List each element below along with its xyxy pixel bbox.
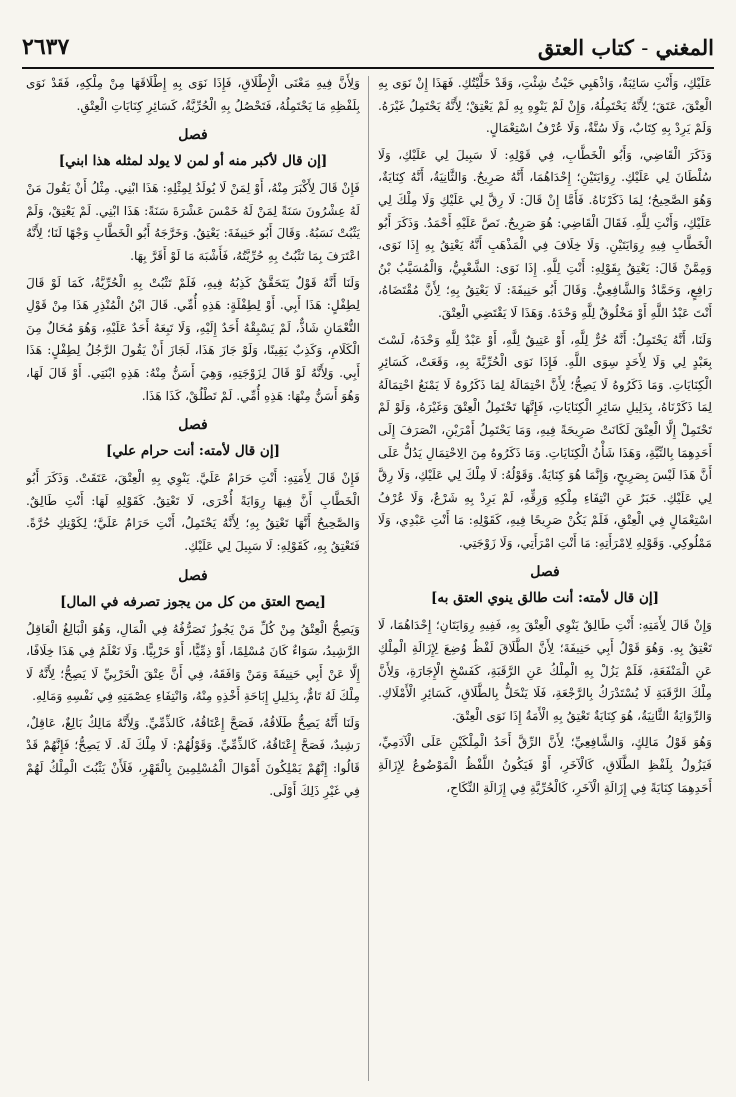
- paragraph: وَإِنْ قَالَ لِأَمَتِهِ: أَنْتِ طَالِقٌ يَنْوِي الْعِتْقَ بِهِ، فَفِيهِ رِوَايَتَانِ؛ إِحْدَاهُمَا، لَا تَعْتِقُ بِهِ. وَهُوَ قَوْلُ أَبِي حَنِيفَةَ؛ لِأَنَّ الطَّلَاقَ لَفْظٌ وُضِعَ لِإِزَالَةِ الْمِلْكِ عَنِ الْمَنْفَعَةِ، فَلَمْ يَزُلْ بِهِ الْمِلْكُ عَنِ الرَّقَبَةِ، كَفَسْخِ الْإِجَارَةِ، وَلِأَنَّ مِلْكَ الرَّقَبَةِ لَا يُسْتَدْرَكُ بِالرَّجْعَةِ، فَلَا يَنْحَلُّ بِالطَّلَاقِ، كَسَائِرِ الْأَمْلَاكِ. وَالرِّوَايَةُ الثَّانِيَةُ، هُوَ كِنَايَةٌ تَعْتِقُ بِهِ الْأَمَةُ إِذَا نَوَى الْعِتْقَ.: [378, 618, 712, 723]
- column-divider: [368, 76, 369, 1081]
- chapter-title: كتاب العتق: [537, 34, 634, 60]
- paragraph: وَذَكَرَ الْقَاضِي، وَأَبُو الْخَطَّابِ، فِي قَوْلِهِ: لَا سَبِيلَ لِي عَلَيْكِ، وَلَا سُلْطَانَ لِي عَلَيْكِ. رِوَايَتَيْنِ؛ إِحْدَاهُمَا، أَنَّهُ صَرِيحٌ. وَالثَّانِيَةُ، أَنَّهُ كِنَايَةٌ، وَهُوَ الصَّحِيحُ؛ لِمَا ذَكَرْنَاهُ. فَأَمَّا إِنْ قَالَ: لَا رِقَّ لِي عَلَيْكِ وَلَا مِلْكَ لِي عَلَيْكِ، وَأَنْتِ لِلَّهِ. فَقَالَ الْقَاضِي: هُوَ صَرِيحٌ. نَصَّ عَلَيْهِ أَحْمَدُ. وَذَكَرَ أَبُو الْخَطَّابِ فِيهِ رِوَايَتَيْنِ. وَلَا خِلَافَ فِي الْمَذْهَبِ أَنَّهُ يَعْتِقُ بِهِ إِذَا نَوَى، وَمِمَّنْ قَالَ: يَعْتِقُ بِقَوْلِهِ: أَنْتِ لِلَّهِ. إِذَا نَوَى: الشَّعْبِيُّ، وَالْمُسَيَّبُ بْنُ رَافِعٍ، وَحَمَّادٌ وَالشَّافِعِيُّ. وَقَالَ أَبُو حَنِيفَةَ: لَا يَعْتِقُ بِهِ؛ لِأَنَّ مُقْتَضَاهُ، أَنْتَ عَبْدُ اللَّهِ أَوْ مَخْلُوقٌ لِلَّهِ وَحْدَهُ. وَهَذَا لَا يَقْتَضِي الْعِتْقَ.: [378, 147, 712, 320]
- paragraph: وَلَنَا أَنَّهُ قَوْلٌ يَتَحَقَّقُ كَذِبُهُ فِيهِ، فَلَمْ تَثْبُتْ بِهِ الْحُرِّيَّةُ، كَمَا لَوْ قَالَ لِطِفْلٍ: هَذَا أَبِي. أَوْ لِطِفْلَةٍ: هَذِهِ أُمِّي. قَالَ ابْنُ الْمُنْذِرِ هَذَا مِنْ قَوْلِ النُّعْمَانِ شَاذٌّ، لَمْ يَسْبِقْهُ أَحَدٌ إِلَيْهِ، وَلَا تَبِعَهُ أَحَدٌ عَلَيْهِ، وَهُوَ مُحَالٌ مِنَ الْكَلَامِ، وَكَذِبٌ يَقِينًا، وَلَوْ جَازَ هَذَا، لَجَازَ أَنْ يَقُولَ الرَّجُلُ لِطِفْلٍ: هَذَا أَبِي. وَلِأَنَّهُ لَوْ قَالَ لِزَوْجَتِهِ، وَهِيَ أَسَنُّ مِنْهُ: هَذِهِ ابْنَتِي. أَوْ قَالَ لَهَا، وَهُوَ أَسَنُّ مِنْهَا: هَذِهِ أُمِّي. لَمْ تَطْلُقْ، كَذَا هَذَا.: [26, 275, 360, 403]
- section-label: فصل: [530, 564, 560, 581]
- page-number: ٢٦٣٧: [22, 34, 70, 60]
- section-heading: [إن قال لأمته: أنت طالق ينوي العتق به]: [430, 590, 659, 607]
- book-title: المغني: [655, 34, 714, 60]
- section-heading: [إن قال لأكبر منه أو لمن لا يولد لمثله هذا ابني]: [58, 153, 328, 170]
- section-label: فصل: [178, 417, 208, 434]
- title-separator: -: [641, 35, 649, 60]
- running-title: [538, 35, 714, 60]
- paragraph: وَلِأَنَّ فِيهِ مَعْنَى الْإِطْلَاقِ، فَإِذَا نَوَى بِهِ إِطْلَاقَهَا مِنْ مِلْكِهِ، فَقَدْ نَوَى بِلَفْظِهِ مَا يَحْتَمِلُهُ، فَتَحْصُلُ بِهِ الْحُرِّيَّةُ، كَسَائِرِ كِنَايَاتِ الْعِتْقِ.: [26, 76, 360, 113]
- paragraph: وَلَنَا، أَنَّهُ يَحْتَمِلُ: أَنَّهُ حُرٌّ لِلَّهِ، أَوْ عَتِيقٌ لِلَّهِ، أَوْ عَبْدٌ لِلَّهِ وَحْدَهُ، لَسْتَ بِعَبْدٍ لِي وَلَا لِأَحَدٍ سِوَى اللَّهِ. فَإِذَا نَوَى الْحُرِّيَّةَ بِهِ، وَقَعَتْ، كَسَائِرِ الْكِنَايَاتِ. وَمَا ذَكَرُوهُ لَا يَصِحُّ؛ لِأَنَّ احْتِمَالَهُ لِمَا ذَكَرُوهُ لَا يَمْنَعُ احْتِمَالَهُ لِمَا ذَكَرْنَاهُ، بِدَلِيلِ سَائِرِ الْكِنَايَاتِ، فَإِنَّهَا تَحْتَمِلُ الْعِتْقَ وَغَيْرَهُ، وَلَوْ لَمْ تَحْتَمِلْ إِلَّا الْعِتْقَ لَكَانَتْ صَرِيحَةً فِيهِ، وَمَا يَحْتَمِلُ أَمْرَيْنِ، انْصَرَفَ إِلَى أَحَدِهِمَا بِالنِّيَّةِ، وَهَذَا شَأْنُ الْكِنَايَاتِ. وَمَا ذَكَرُوهُ مِنَ الِاحْتِمَالِ يَدُلُّ عَلَى أَنَّ هَذَا لَيْسَ بِصَرِيحٍ، وَإِنَّمَا هُوَ كِنَايَةٌ. وَقَوْلُهُ: لَا مِلْكَ لِي عَلَيْكِ، وَلَا رِقَّ لِي عَلَيْكِ. خَبَرٌ عَنِ انْتِفَاءِ مِلْكِهِ وَرِقِّهِ، لَمْ يَرِدْ بِهِ شَرْعٌ، وَلَا عُرْفُ اسْتِعْمَالٍ فِي الْعِتْقِ، فَلَمْ يَكُنْ صَرِيحًا فِيهِ، كَقَوْلِهِ: مَا أَنْتِ عَبْدِي، وَلَا مَمْلُوكِي. وَقَوْلِهِ لِامْرَأَتِهِ: مَا أَنْتِ امْرَأَتِي، وَلَا زَوْجَتِي.: [378, 332, 712, 550]
- paragraph: وَلَنَا أَنَّهُ يَصِحُّ طَلَاقُهُ، فَصَحَّ إِعْتَاقُهُ، كَالذِّمِّيِّ. وَلِأَنَّهُ مَالِكٌ بَالِغٌ، عَاقِلٌ، رَشِيدٌ، فَصَحَّ إِعْتَاقُهُ، كَالذِّمِّيِّ. وَقَوْلُهُمْ: لَا مِلْكَ لَهُ. لَا يَصِحُّ؛ فَإِنَّهُمْ قَدْ قَالُوا: إِنَّهُمْ يَمْلِكُونَ أَمْوَالَ الْمُسْلِمِينَ بِالْقَهْرِ، فَلَأَنْ يَثْبُتَ الْمِلْكُ لَهُمْ فِي غَيْرِ ذَلِكَ أَوْلَى.: [26, 715, 360, 798]
- paragraph: وَيَصِحُّ الْعِتْقُ مِنْ كُلِّ مَنْ يَجُوزُ تَصَرُّفُهُ فِي الْمَالِ، وَهُوَ الْبَالِغُ الْعَاقِلُ الرَّشِيدُ، سَوَاءٌ كَانَ مُسْلِمًا، أَوْ ذِمِّيًّا، أَوْ حَرْبِيًّا. وَلَا نَعْلَمُ فِي هَذَا خِلَافًا، إِلَّا عَنْ أَبِي حَنِيفَةَ وَمَنْ وَافَقَهُ، فِي أَنَّ عِتْقَ الْحَرْبِيِّ لَا يَصِحُّ؛ لِأَنَّهُ لَا مِلْكَ لَهُ تَامٌّ، بِدَلِيلِ إِبَاحَةِ أَخْذِهِ مِنْهُ، وَانْتِفَاءِ عِصْمَتِهِ فِي نَفْسِهِ وَمَالِهِ.: [26, 621, 360, 704]
- section-heading: [يصح العتق من كل من يجوز تصرفه في المال]: [60, 593, 326, 610]
- left-column: [26, 72, 360, 1082]
- paragraph: عَلَيْكِ، وَأَنْتِ سَائِبَةٌ، وَاذْهَبِي حَيْثُ شِئْتِ، وَقَدْ خَلَّيْتُكِ. فَهَذَا إِنْ نَوَى بِهِ الْعِتْقَ، عَتَقَ؛ لِأَنَّهُ يَحْتَمِلُهُ، وَإِنْ لَمْ يَنْوِهِ بِهِ لَمْ يَعْتِقْ؛ لِأَنَّهُ يَحْتَمِلُ غَيْرَهُ. وَلَمْ يَرِدْ بِهِ كِتَابٌ، وَلَا سُنَّةٌ، وَلَا عُرْفُ اسْتِعْمَالٍ.: [378, 76, 712, 136]
- paragraph: وَهُوَ قَوْلُ مَالِكٍ، وَالشَّافِعِيِّ؛ لِأَنَّ الرِّقَّ أَحَدُ الْمِلْكَيْنِ عَلَى الْآدَمِيِّ، فَيَزُولُ بِلَفْظِ الطَّلَاقِ، كَالْآخَرِ، أَوْ فَيَكُونُ اللَّفْظُ الْمَوْضُوعُ لِإِزَالَةِ أَحَدِهِمَا كِنَايَةً فِي إِزَالَةِ الْآخَرِ، كَالْحُرِّيَّةِ فِي إِزَالَةِ النِّكَاحِ،: [378, 735, 712, 795]
- paragraph: فَإِنْ قَالَ لِأَكْبَرَ مِنْهُ، أَوْ لِمَنْ لَا يُولَدُ لِمِثْلِهِ: هَذَا ابْنِي. مِثْلُ أَنْ يَقُولَ مَنْ لَهُ عِشْرُونَ سَنَةً لِمَنْ لَهُ خَمْسَ عَشْرَةَ سَنَةً: هَذَا ابْنِي. لَمْ يَعْتِقْ، وَلَمْ يَثْبُتْ نَسَبُهُ. وَقَالَ أَبُو حَنِيفَةَ: يَعْتِقُ. وَخَرَّجَهُ أَبُو الْخَطَّابِ وَجْهًا لَنَا؛ لِأَنَّهُ اعْتَرَفَ بِمَا تَثْبُتُ بِهِ حُرِّيَّتُهُ، فَأَشْبَهَ مَا لَوْ أَقَرَّ بِهَا.: [26, 181, 360, 263]
- paragraph: فَإِنْ قَالَ لِأَمَتِهِ: أَنْتِ حَرَامٌ عَلَيَّ. يَنْوِي بِهِ الْعِتْقَ، عَتَقَتْ. وَذَكَرَ أَبُو الْخَطَّابِ أَنَّ فِيهَا رِوَايَةً أُخْرَى، لَا تَعْتِقُ. كَقَوْلِهِ لَهَا: أَنْتِ طَالِقٌ. وَالصَّحِيحُ أَنَّهَا تَعْتِقُ بِهِ؛ لِأَنَّهُ يَحْتَمِلُ، أَنْتِ حَرَامٌ عَلَيَّ؛ لِكَوْنِكِ حُرَّةً. فَتَعْتِقُ بِهِ، كَقَوْلِهِ: لَا سَبِيلَ لِي عَلَيْكِ.: [26, 471, 360, 553]
- section-heading: [إن قال لأمته: أنت حرام علي]: [106, 443, 280, 460]
- section-label: فصل: [178, 567, 208, 584]
- header-rule: [22, 67, 714, 69]
- section-label: فصل: [178, 127, 208, 144]
- page-header: [22, 30, 714, 64]
- right-column: [378, 72, 712, 1082]
